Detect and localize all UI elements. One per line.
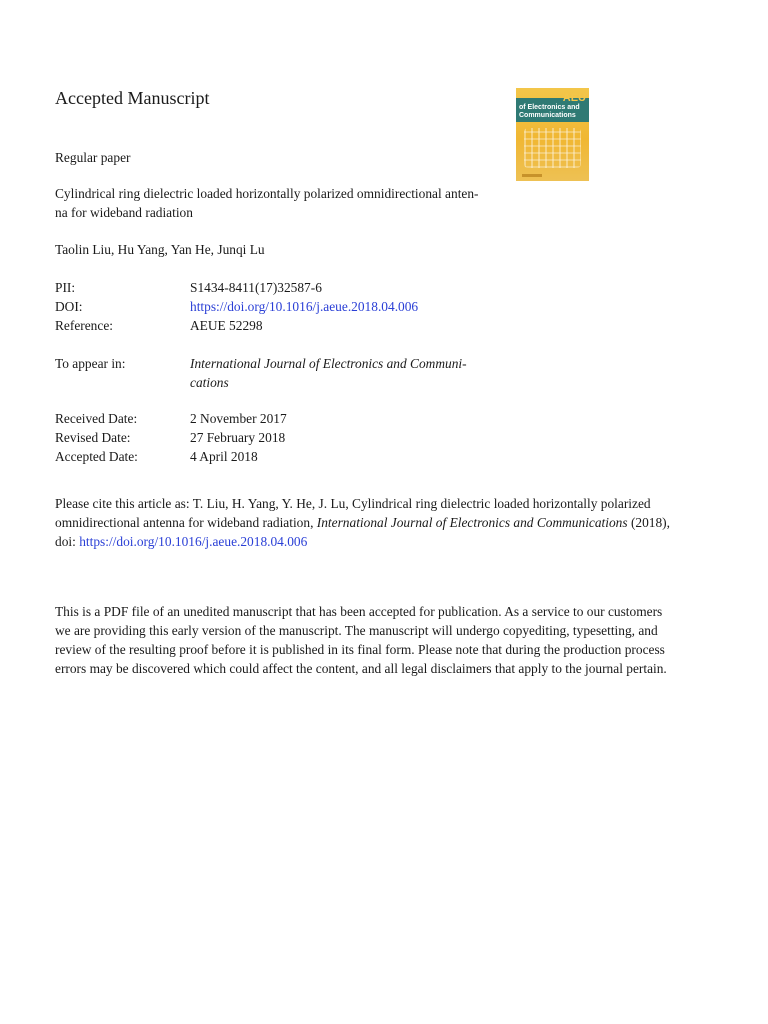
citation-doi-prefix: doi: [55,534,80,549]
cover-publisher-mark [522,174,542,177]
citation-text: omnidirectional antenna for wideband radiation, [55,515,317,530]
journal-name [190,354,467,392]
article-title-line2: na for wideband radiation [55,205,193,220]
cover-logo: AEU [562,92,586,104]
journal-cover-thumbnail [516,88,589,181]
pii-value: S1434-8411(17)32587-6 [190,280,322,295]
disclaimer-line2: we are providing this early version of the manuscript. The manuscript will undergo copyediting, typesetting, and [55,623,658,638]
citation-line2 [55,513,715,532]
accepted-date-label: Accepted Date: [55,449,138,464]
citation-doi-link[interactable]: https://doi.org/10.1016/j.aeue.2018.04.006 [79,534,308,549]
disclaimer-line3: review of the resulting proof before it is published in its final form. Please note that during the production process [55,642,665,657]
disclaimer-line4: errors may be discovered which could affect the content, and all legal disclaimers that apply to the journal pertain. [55,661,667,676]
journal-name-line1: International Journal of Electronics and Communi- [190,356,467,371]
accepted-date-value: 4 April 2018 [190,449,258,464]
cover-title-band [516,92,589,122]
reference-label: Reference: [55,318,113,333]
revised-date-value: 27 February 2018 [190,430,286,445]
disclaimer-block [55,602,715,678]
article-type: Regular paper [55,150,131,165]
citation-year: (2018), [627,515,670,530]
journal-name-line2: cations [190,375,229,390]
cover-artwork [524,128,581,168]
cover-title-line1: of Electronics and [519,104,580,111]
citation-line1: Please cite this article as: T. Liu, H. Yang, Y. He, J. Lu, Cylindrical ring dielectric loaded horizontally polarized [55,496,651,511]
pii-label: PII: [55,280,76,295]
revised-date-label: Revised Date: [55,430,131,445]
cover-title-line2: Communications [519,112,576,119]
received-date-value: 2 November 2017 [190,411,287,426]
article-authors: Taolin Liu, Hu Yang, Yan He, Junqi Lu [55,242,265,257]
citation-block [55,494,715,551]
citation-journal: International Journal of Electronics and Communications [316,515,628,530]
doi-link[interactable]: https://doi.org/10.1016/j.aeue.2018.04.006 [190,299,419,314]
reference-value: AEUE 52298 [190,318,263,333]
article-title [55,184,479,222]
citation-line3 [55,532,715,551]
article-title-line1: Cylindrical ring dielectric loaded horizontally polarized omnidirectional anten- [55,186,479,201]
appear-in-label: To appear in: [55,356,126,371]
page-title: Accepted Manuscript [55,88,210,108]
received-date-label: Received Date: [55,411,138,426]
disclaimer-line1: This is a PDF file of an unedited manuscript that has been accepted for publication. As a service to our customers [55,604,663,619]
doi-label: DOI: [55,299,83,314]
